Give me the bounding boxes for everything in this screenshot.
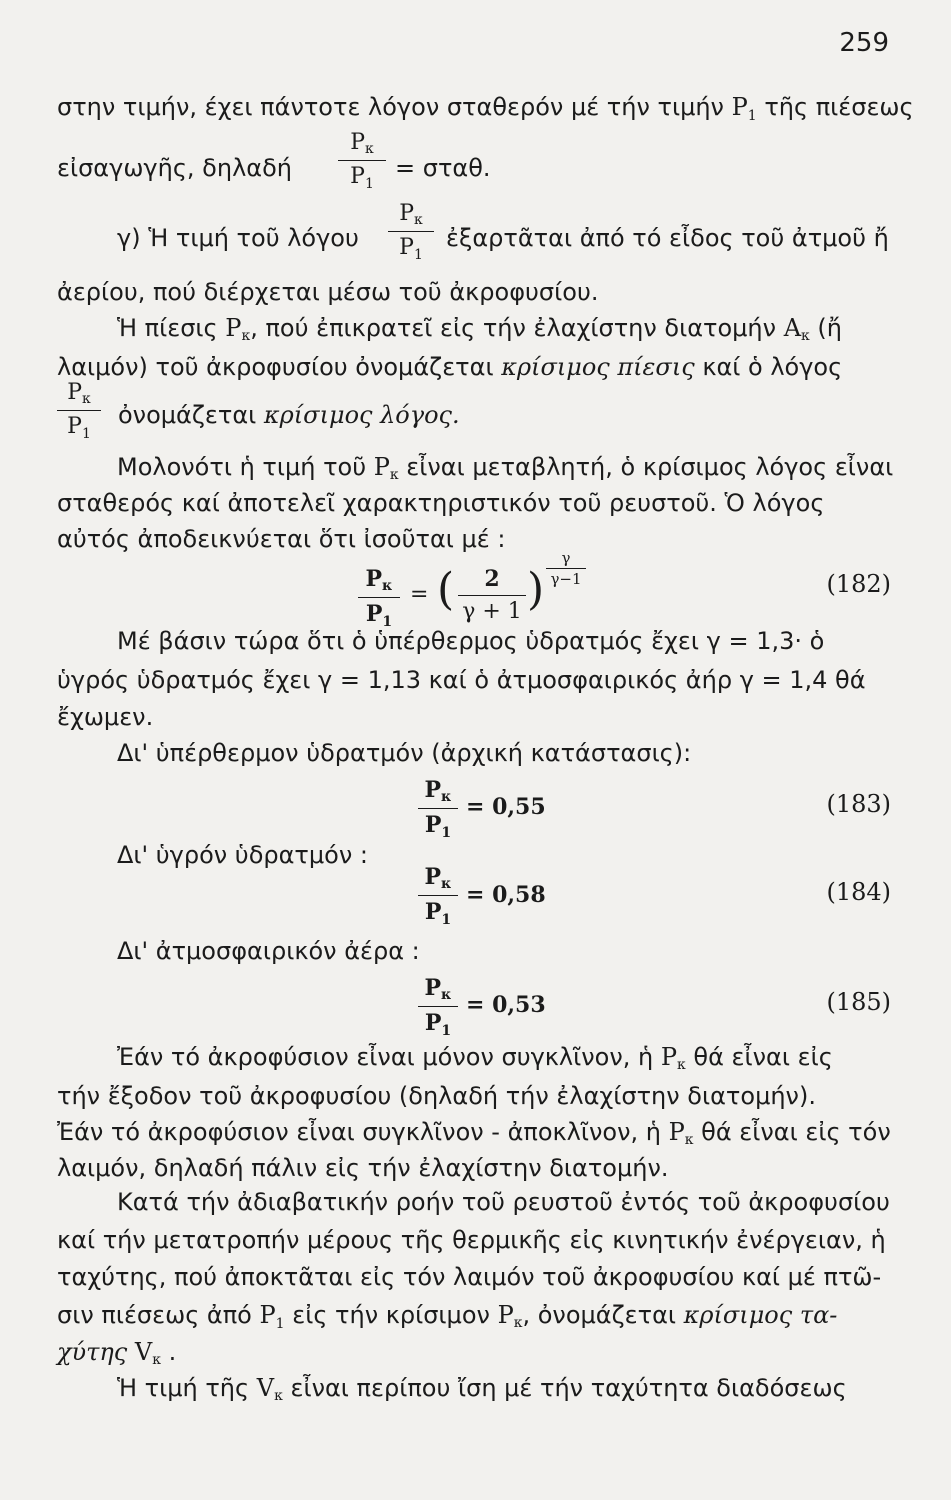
text-line: Ἐάν τό ἀκροφύσιον εἶναι μόνον συγκλῖνον, ἡ Pκ θά εἶναι εἰς (117, 1043, 833, 1073)
text-line: λαιμόν, δηλαδή πάλιν εἰς τήν ἐλαχίστην διατομήν. (57, 1154, 669, 1182)
text-line: ταχύτης, πού ἀποκτᾶται εἰς τόν λαιμόν τοῦ ἀκροφυσίου καί μέ πτῶ- (57, 1263, 882, 1291)
fraction-2-over-gamma: 2 γ + 1 (458, 566, 526, 624)
equation-number: (185) (826, 988, 891, 1016)
text-line: καί τήν μετατροπήν μέρους τῆς θερμικῆς εἰς κινητικήν ἐνέργειαν, ἡ (57, 1226, 886, 1254)
text-line: σιν πιέσεως ἀπό $P_1$ εἰς τήν κρίσιμον Pκ, ὀνομάζεται κρίσιμος τα- (57, 1301, 838, 1332)
text-line: χύτης Vκ . (57, 1338, 177, 1368)
right-paren: ) (527, 564, 545, 615)
text-line: Ἡ τιμή τῆς Vκ εἶναι περίπου ἴση μέ τήν ταχύτητα διαδόσεως (117, 1374, 847, 1404)
equation-number: (182) (826, 570, 891, 598)
equals-sign: = (410, 582, 429, 607)
text-line: τήν ἔξοδον τοῦ ἀκροφυσίου (δηλαδή τήν ἐλαχίστην διατομήν). (57, 1082, 816, 1110)
text-line: ἀερίου, πού διέρχεται μέσω τοῦ ἀκροφυσίου. (57, 278, 599, 306)
text-line: γ) Ἡ τιμή τοῦ λόγου (117, 224, 359, 252)
formula-value: = 0,58 (466, 882, 546, 908)
text-line: Δι' ἀτμοσφαιρικόν ἀέρα : (117, 937, 420, 965)
text-line: εἰσαγωγῆς, δηλαδή (57, 154, 292, 182)
fraction-pk-p1: Pκ $P_1$ (388, 201, 434, 263)
text-line: = σταθ. (395, 154, 491, 182)
equation-number: (184) (826, 878, 891, 906)
fraction-pk-p1: Pκ $P_1$ (418, 777, 458, 841)
text-line: Μέ βάσιν τώρα ὅτι ὁ ὑπέρθερμος ὑδρατμός ἔχει γ = 1,3· ὁ (117, 627, 825, 655)
text-line: στην τιμήν, έχει πάντοτε λόγον σταθερόν μέ τήν τιμήν $P_1$ τῆς πιέσεως (57, 93, 914, 124)
fraction-pk-p1: Pκ $P_1$ (338, 130, 386, 192)
text-line: αὐτός ἀποδεικνύεται ὅτι ἰσοῦται μέ : (57, 525, 506, 553)
fraction-pk-p1: Pκ $P_1$ (57, 380, 101, 442)
fraction-pk-p1: Pκ $P_1$ (418, 975, 458, 1039)
text-line: ἔχωμεν. (57, 703, 154, 731)
fraction-pk-p1: Pκ $P_1$ (358, 566, 400, 630)
fraction-pk-p1: Pκ $P_1$ (418, 864, 458, 928)
text-line: Ἐάν τό ἀκροφύσιον εἶναι συγκλῖνον - ἀποκλῖνον, ἡ Pκ θά εἶναι εἰς τόν (57, 1118, 891, 1148)
exponent-fraction: γ γ−1 (546, 549, 586, 588)
text-line: Δι' ὑπέρθερμον ὑδρατμόν (ἀρχική κατάστασις): (117, 739, 692, 767)
left-paren: ( (437, 564, 455, 615)
text-line: λαιμόν) τοῦ ἀκροφυσίου ὀνομάζεται κρίσιμος πίεσις καί ὁ λόγος (57, 353, 843, 381)
text-line: Δι' ὑγρόν ὑδρατμόν : (117, 841, 368, 869)
text-line: ὑγρός ὑδρατμός ἔχει γ = 1,13 καί ὁ ἀτμοσφαιρικός ἀήρ γ = 1,4 θά (57, 666, 866, 694)
page-number: 259 (839, 28, 889, 58)
text-line: ἐξαρτᾶται ἀπό τό εἶδος τοῦ ἀτμοῦ ἤ (446, 224, 889, 252)
formula-value: = 0,55 (466, 794, 546, 820)
formula-value: = 0,53 (466, 992, 546, 1018)
text-line: ὀνομάζεται κρίσιμος λόγος. (118, 401, 460, 429)
text-line: Ἡ πίεσις Pκ, πού ἐπικρατεῖ εἰς τήν ἐλαχίστην διατομήν Aκ (ἤ (117, 314, 842, 344)
text-line: Μολονότι ἡ τιμή τοῦ Pκ εἶναι μεταβλητή, ὁ κρίσιμος λόγος εἶναι (117, 453, 894, 483)
text-line: Κατά τήν ἀδιαβατικήν ροήν τοῦ ρευστοῦ ἐντός τοῦ ἀκροφυσίου (117, 1188, 890, 1216)
equation-number: (183) (826, 790, 891, 818)
text-line: σταθερός καί ἀποτελεῖ χαρακτηριστικόν τοῦ ρευστοῦ. Ὁ λόγος (57, 489, 825, 517)
